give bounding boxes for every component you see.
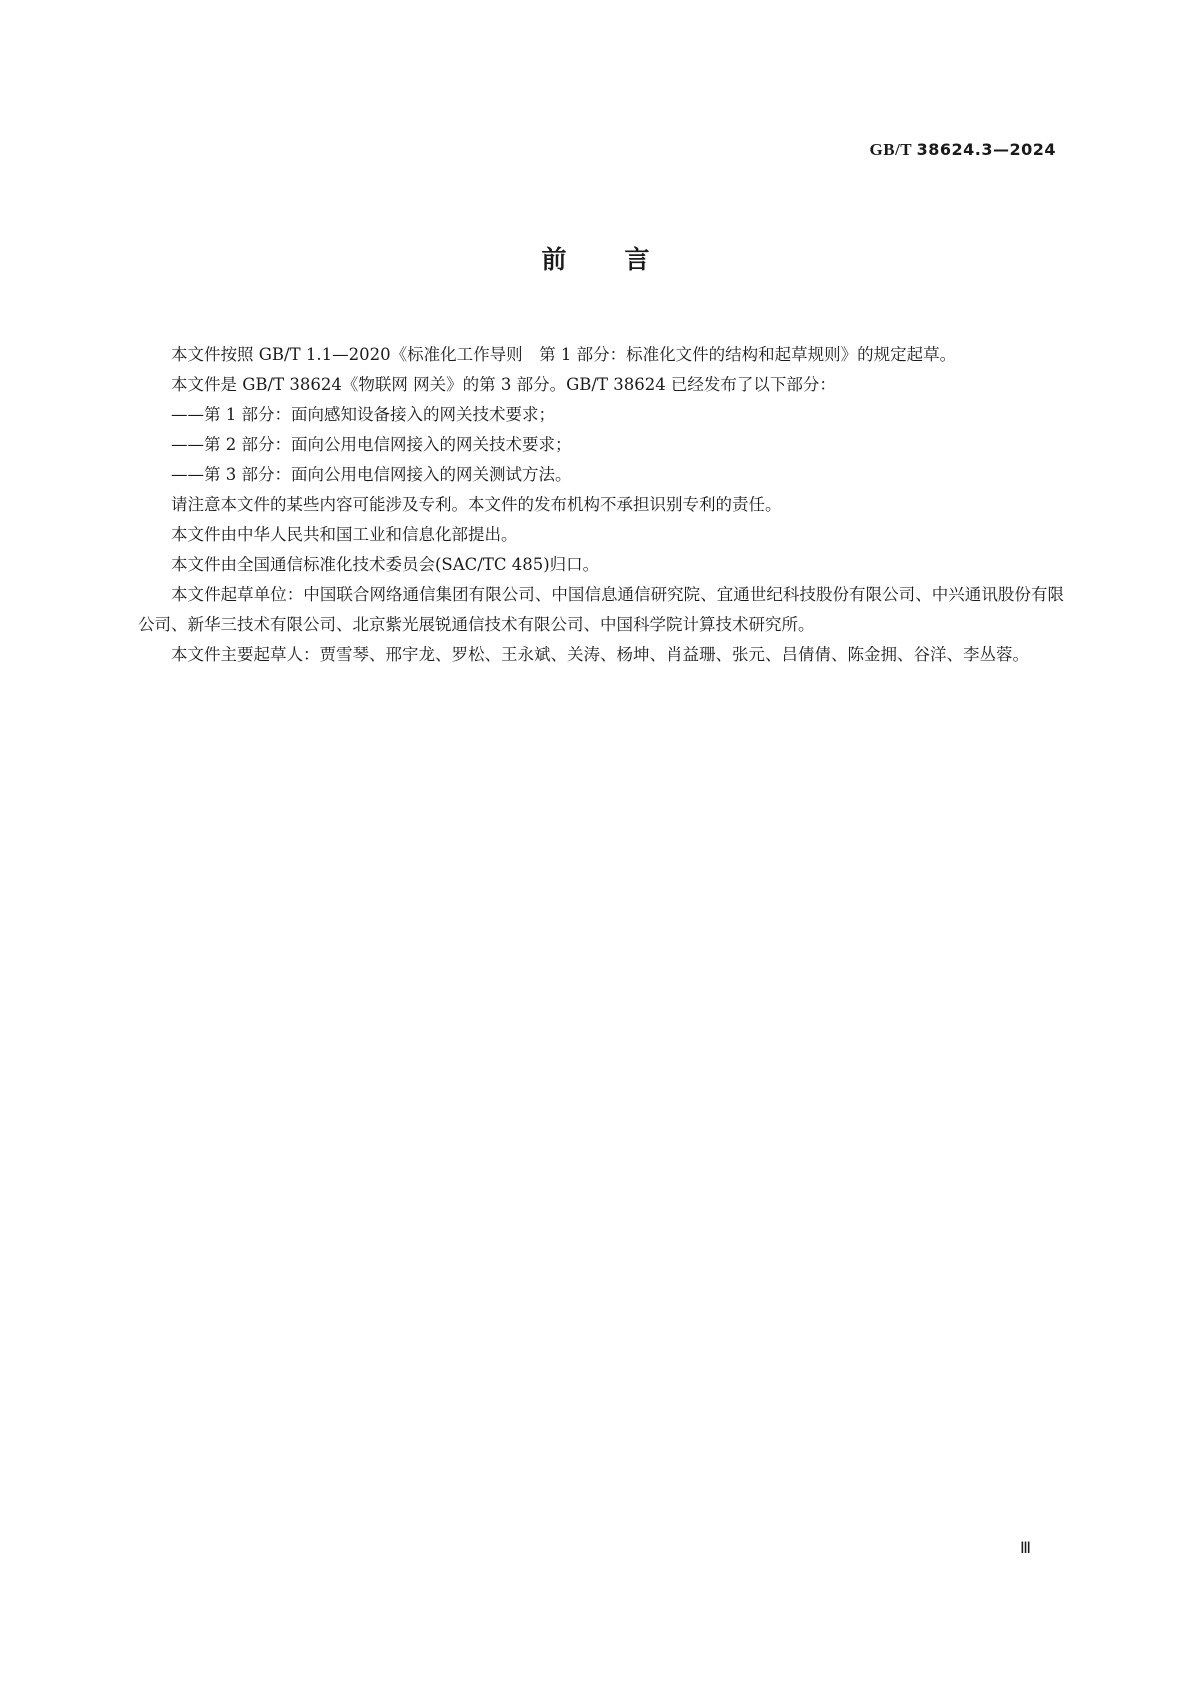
document-code-number: 38624.3—2024 <box>916 140 1056 159</box>
paragraph-proposed-by: 本文件由中华人民共和国工业和信息化部提出。 <box>171 525 518 544</box>
document-code-prefix: GB/T <box>869 140 917 159</box>
paragraph-drafting-units: 本文件起草单位：中国联合网络通信集团有限公司、中国信息通信研究院、宜通世纪科技股份有限公司、中兴通讯股份有限公司、新华三技术有限公司、北京紫光展锐通信技术有限公司、中国科学院计算技术研究所。 <box>138 585 1064 634</box>
foreword-body <box>138 340 1064 670</box>
page-number: Ⅲ <box>1020 1540 1031 1557</box>
list-item-part-3: ——第 3 部分：面向公用电信网接入的网关测试方法。 <box>171 465 572 484</box>
paragraph-series-info: 本文件是 GB/T 38624《物联网 网关》的第 3 部分。GB/T 38624 已经发布了以下部分： <box>171 375 836 394</box>
list-item-part-2: ——第 2 部分：面向公用电信网接入的网关技术要求； <box>171 435 572 454</box>
paragraph-drafters: 本文件主要起草人：贾雪琴、邢宇龙、罗松、王永斌、关涛、杨坤、肖益珊、张元、吕倩倩、陈金拥、谷洋、李丛蓉。 <box>171 645 1029 664</box>
list-item-part-1: ——第 1 部分：面向感知设备接入的网关技术要求； <box>171 405 555 424</box>
paragraph-drafting-rules: 本文件按照 GB/T 1.1—2020《标准化工作导则 第 1 部分：标准化文件的结构和起草规则》的规定起草。 <box>171 345 957 364</box>
paragraph-centralized-by: 本文件由全国通信标准化技术委员会(SAC/TC 485)归口。 <box>171 555 600 574</box>
paragraph-patent-notice: 请注意本文件的某些内容可能涉及专利。本文件的发布机构不承担识别专利的责任。 <box>171 495 782 514</box>
page-title: 前言 <box>541 245 708 274</box>
document-code <box>870 140 1056 160</box>
